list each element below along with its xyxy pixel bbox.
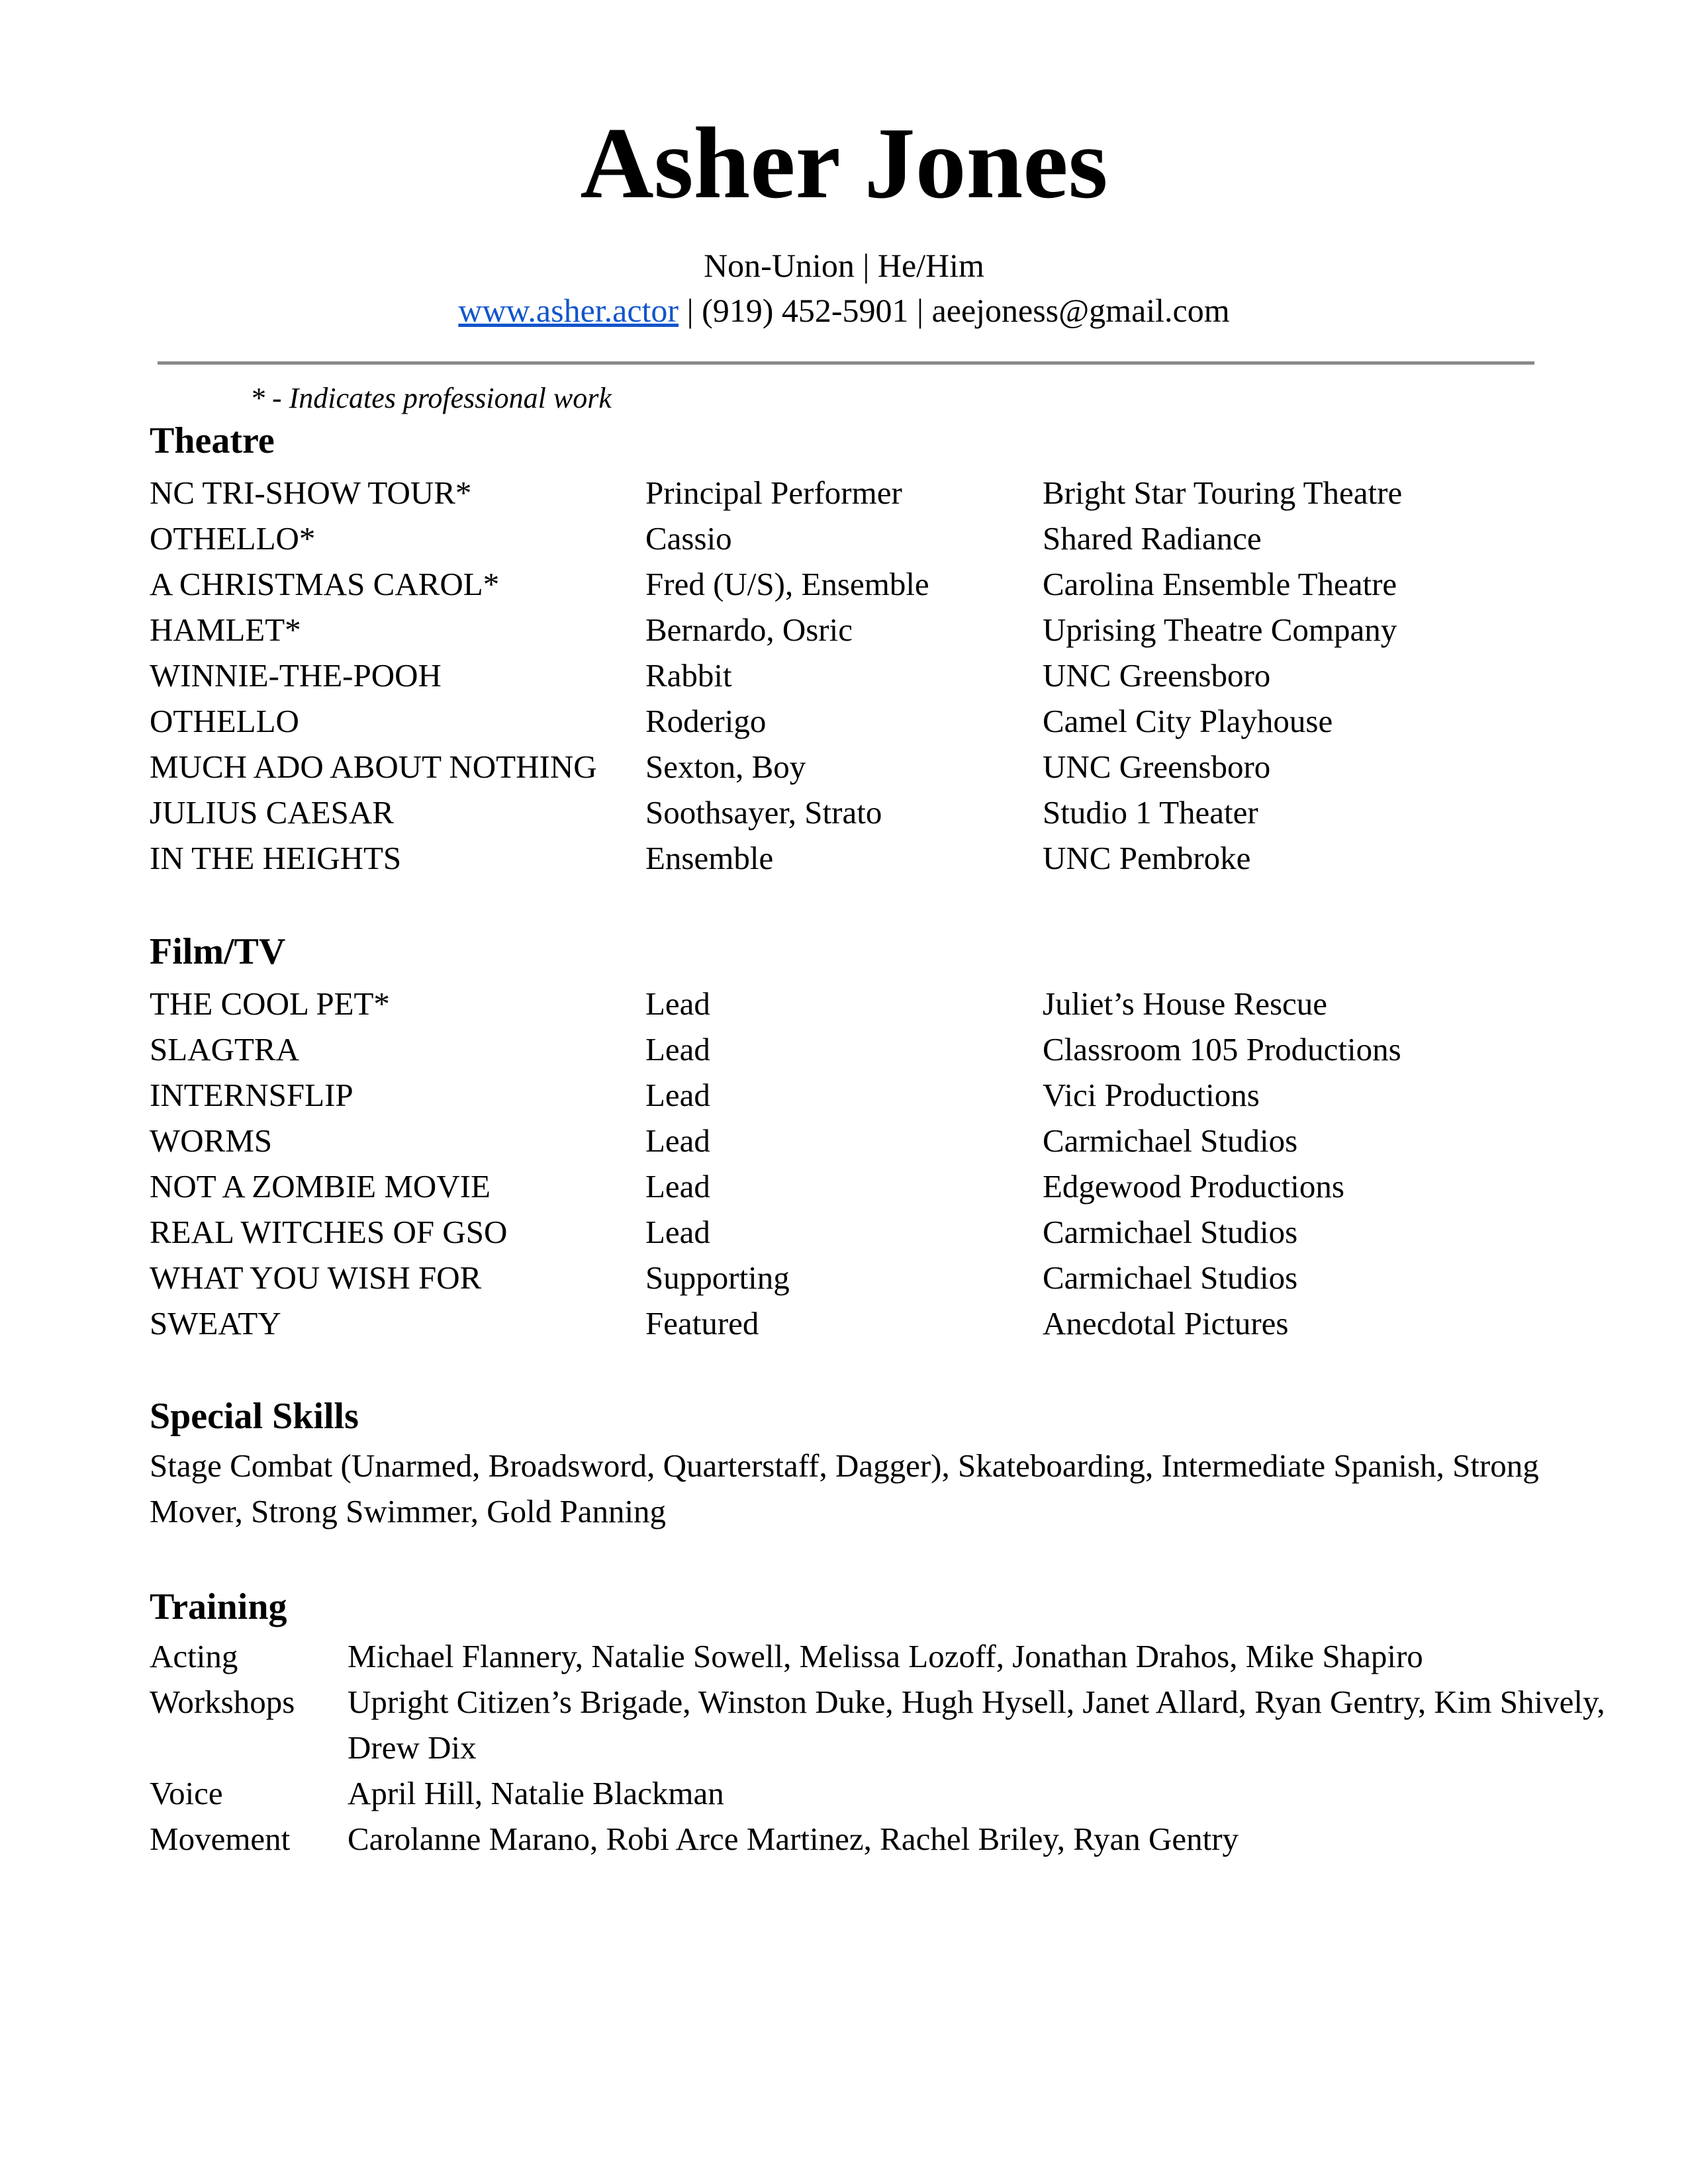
theatre-credit-row — [150, 796, 1540, 842]
training-names: April Hill, Natalie Blackman — [348, 1775, 724, 1811]
credit-role: Lead — [645, 1031, 710, 1068]
theatre-credit-row — [150, 477, 1540, 522]
credit-title: SLAGTRA — [150, 1031, 299, 1068]
credit-title: IN THE HEIGHTS — [150, 840, 402, 876]
credit-role: Sexton, Boy — [645, 749, 806, 785]
credit-role: Soothsayer, Strato — [645, 794, 882, 831]
contact-details: | (919) 452-5901 | aeejoness@gmail.com — [679, 292, 1230, 329]
professional-work-note: * - Indicates professional work — [250, 382, 612, 414]
credit-company: UNC Pembroke — [1043, 840, 1251, 876]
credit-company: Vici Productions — [1043, 1077, 1260, 1113]
training-names: Michael Flannery, Natalie Sowell, Melissa Lozoff, Jonathan Drahos, Mike Shapiro — [348, 1638, 1423, 1674]
credit-role: Supporting — [645, 1259, 790, 1296]
training-names: Upright Citizen’s Brigade, Winston Duke, Hugh Hysell, Janet Allard, Ryan Gentry, Kim Shively, Drew Dix — [348, 1684, 1605, 1766]
credit-role: Lead — [645, 1122, 710, 1159]
credit-title: THE COOL PET* — [150, 985, 390, 1022]
credit-title: OTHELLO* — [150, 520, 316, 557]
credit-role: Featured — [645, 1305, 759, 1342]
film-tv-heading: Film/TV — [150, 931, 286, 972]
training-label: Voice — [150, 1775, 223, 1811]
credit-role: Lead — [645, 985, 710, 1022]
credit-company: Anecdotal Pictures — [1043, 1305, 1289, 1342]
credit-company: Classroom 105 Productions — [1043, 1031, 1401, 1068]
credit-company: Bright Star Touring Theatre — [1043, 475, 1403, 511]
credit-title: JULIUS CAESAR — [150, 794, 394, 831]
credit-role: Ensemble — [645, 840, 774, 876]
website-link[interactable]: www.asher.actor — [458, 292, 679, 329]
film-credit-row — [150, 1261, 1540, 1307]
credit-company: UNC Greensboro — [1043, 657, 1271, 694]
credit-title: MUCH ADO ABOUT NOTHING — [150, 749, 597, 785]
film-credit-row — [150, 1216, 1540, 1261]
credit-role: Principal Performer — [645, 475, 902, 511]
film-credit-row — [150, 987, 1540, 1033]
credit-role: Roderigo — [645, 703, 767, 739]
special-skills-heading: Special Skills — [150, 1396, 359, 1437]
credit-title: NOT A ZOMBIE MOVIE — [150, 1168, 491, 1205]
credit-title: INTERNSFLIP — [150, 1077, 353, 1113]
credit-role: Lead — [645, 1168, 710, 1205]
credit-company: Carmichael Studios — [1043, 1214, 1298, 1250]
credit-company: Uprising Theatre Company — [1043, 612, 1397, 648]
theatre-credit-row — [150, 522, 1540, 568]
actor-name: Asher Jones — [580, 107, 1108, 220]
film-credit-row — [150, 1170, 1540, 1216]
credit-company: UNC Greensboro — [1043, 749, 1271, 785]
credit-company: Carmichael Studios — [1043, 1122, 1298, 1159]
film-credit-row — [150, 1079, 1540, 1124]
theatre-credit-row — [150, 842, 1540, 887]
special-skills-text: Stage Combat (Unarmed, Broadsword, Quarterstaff, Dagger), Skateboarding, Intermediate Spanish, Strong Mover, Strong Swimmer, Gold Panning — [150, 1447, 1539, 1529]
credit-title: HAMLET* — [150, 612, 301, 648]
union-pronouns: Non-Union | He/Him — [704, 247, 984, 284]
training-heading: Training — [150, 1586, 287, 1627]
contact-line — [0, 294, 1688, 327]
credit-role: Rabbit — [645, 657, 732, 694]
credit-company: Camel City Playhouse — [1043, 703, 1333, 739]
credit-role: Bernardo, Osric — [645, 612, 853, 648]
header-divider — [158, 361, 1534, 365]
credit-company: Edgewood Productions — [1043, 1168, 1344, 1205]
training-names: Carolanne Marano, Robi Arce Martinez, Rachel Briley, Ryan Gentry — [348, 1821, 1239, 1857]
training-label: Acting — [150, 1638, 238, 1674]
credit-title: WHAT YOU WISH FOR — [150, 1259, 482, 1296]
credit-title: SWEATY — [150, 1305, 281, 1342]
credit-title: OTHELLO — [150, 703, 299, 739]
theatre-credit-row — [150, 614, 1540, 659]
credit-company: Carolina Ensemble Theatre — [1043, 566, 1397, 602]
credit-role: Lead — [645, 1214, 710, 1250]
training-label: Movement — [150, 1821, 291, 1857]
credit-title: REAL WITCHES OF GSO — [150, 1214, 508, 1250]
credit-role: Lead — [645, 1077, 710, 1113]
theatre-credit-row — [150, 705, 1540, 751]
theatre-heading: Theatre — [150, 420, 275, 461]
credit-title: NC TRI-SHOW TOUR* — [150, 475, 472, 511]
credit-role: Fred (U/S), Ensemble — [645, 566, 929, 602]
theatre-credit-row — [150, 568, 1540, 614]
theatre-credit-row — [150, 659, 1540, 705]
credit-company: Studio 1 Theater — [1043, 794, 1258, 831]
training-label: Workshops — [150, 1684, 295, 1720]
credit-title: WORMS — [150, 1122, 273, 1159]
film-credit-row — [150, 1124, 1540, 1170]
theatre-credit-row — [150, 751, 1540, 796]
credit-title: A CHRISTMAS CAROL* — [150, 566, 500, 602]
credit-role: Cassio — [645, 520, 732, 557]
credit-title: WINNIE-THE-POOH — [150, 657, 442, 694]
film-credit-row — [150, 1033, 1540, 1079]
credit-company: Carmichael Studios — [1043, 1259, 1298, 1296]
credit-company: Shared Radiance — [1043, 520, 1262, 557]
credit-company: Juliet’s House Rescue — [1043, 985, 1328, 1022]
film-credit-row — [150, 1307, 1540, 1353]
